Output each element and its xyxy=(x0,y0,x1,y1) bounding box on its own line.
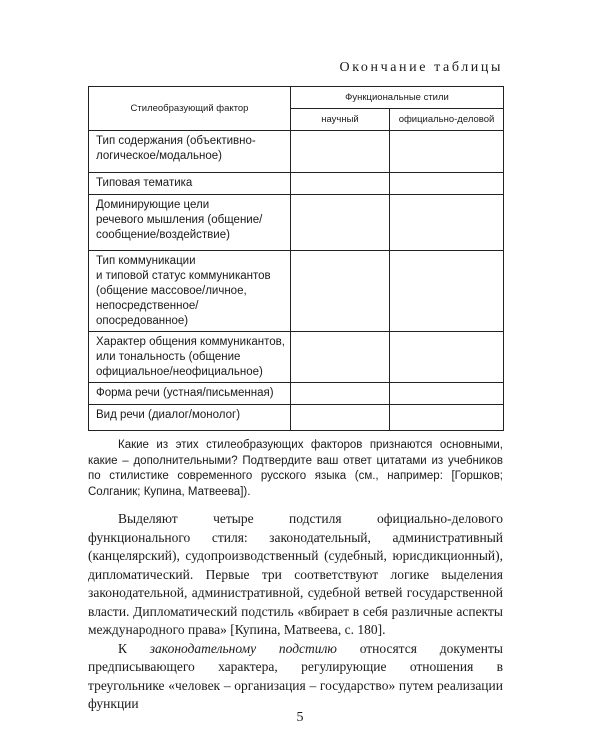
factor-line: непосредственное/опосредованное) xyxy=(96,300,199,327)
official-business-cell xyxy=(390,195,504,251)
table-continuation-caption: Окончание таблицы xyxy=(339,60,503,75)
table-row xyxy=(89,195,504,251)
scientific-cell xyxy=(291,332,390,383)
table-row xyxy=(89,383,504,405)
factor-line: Типовая тематика xyxy=(96,177,193,189)
header-functional-styles: Функциональные стили xyxy=(291,87,504,109)
factor-line: Тип содержания (объективно- xyxy=(96,135,256,147)
factor-cell xyxy=(89,195,291,251)
scientific-cell xyxy=(291,251,390,332)
legislative-term: законодательному подстилю xyxy=(149,640,337,656)
assignment-note: Какие из этих стилеобразующих факторов признаются основными, какие – дополнительными? Подтвердите ваш ответ цитатами из учебников по стилистике современного русского языка (см., например: [Горшков; Солганик; Купина, Матвеева]). xyxy=(88,439,503,498)
official-business-cell xyxy=(390,383,504,405)
factor-cell xyxy=(89,173,291,195)
factor-cell xyxy=(89,405,291,431)
style-factors-table xyxy=(88,86,504,431)
factor-cell xyxy=(89,251,291,332)
factor-line: логическое/модальное) xyxy=(96,150,222,162)
factor-line: Доминирующие цели xyxy=(96,199,210,211)
header-factor: Стилеобразующий фактор xyxy=(89,87,291,131)
official-business-cell xyxy=(390,251,504,332)
paragraph-legislative xyxy=(88,640,503,714)
factor-cell xyxy=(89,131,291,173)
factor-line: Тип коммуникации xyxy=(96,255,196,267)
paragraph-subgenres: Выделяют четыре подстиля официально-делового функционального стиля: законодательный, административный (канцелярский), судопроизводственный (судебный, юрисдикционный), дипломатический. Первые три соответствуют логике выделения законодательной, административной, судебной ветвей государственной власти. Дипломатический подстиль «вбирает в себя различные аспекты международного права» [Купина, Матвеева, с. 180]. xyxy=(88,511,503,637)
table-row xyxy=(89,173,504,195)
factor-line: официальное/неофициальное) xyxy=(96,366,263,378)
paragraph-legislative-start: К xyxy=(118,640,150,656)
table-row xyxy=(89,131,504,173)
factor-cell xyxy=(89,332,291,383)
factor-cell xyxy=(89,383,291,405)
scientific-cell xyxy=(291,173,390,195)
factor-line: Характер общения коммуникантов, xyxy=(96,336,285,348)
factor-line: Вид речи (диалог/монолог) xyxy=(96,409,241,421)
table-row xyxy=(89,405,504,431)
scientific-cell xyxy=(291,383,390,405)
official-business-cell xyxy=(390,131,504,173)
scientific-cell xyxy=(291,131,390,173)
scientific-cell xyxy=(291,195,390,251)
factor-line: Форма речи (устная/письменная) xyxy=(96,387,274,399)
table-row xyxy=(89,251,504,332)
official-business-cell xyxy=(390,332,504,383)
scientific-cell xyxy=(291,405,390,431)
header-official-business: официально-деловой xyxy=(390,109,504,131)
page-number: 5 xyxy=(296,710,304,725)
paragraph-legislative-rest: относятся документы предписывающего характера, регулирующие отношения в треугольнике «человек – организация – государство» путем реализации функции xyxy=(88,640,503,711)
table-row xyxy=(89,332,504,383)
factor-line: или тональность (общение xyxy=(96,351,241,363)
factor-line: сообщение/воздействие) xyxy=(96,229,230,241)
header-scientific: научный xyxy=(291,109,390,131)
official-business-cell xyxy=(390,173,504,195)
main-text xyxy=(88,510,503,714)
factor-line: и типовой статус коммуникантов xyxy=(96,270,271,282)
factor-line: (общение массовое/личное, xyxy=(96,285,247,297)
factor-line: речевого мышления (общение/ xyxy=(96,214,263,226)
official-business-cell xyxy=(390,405,504,431)
